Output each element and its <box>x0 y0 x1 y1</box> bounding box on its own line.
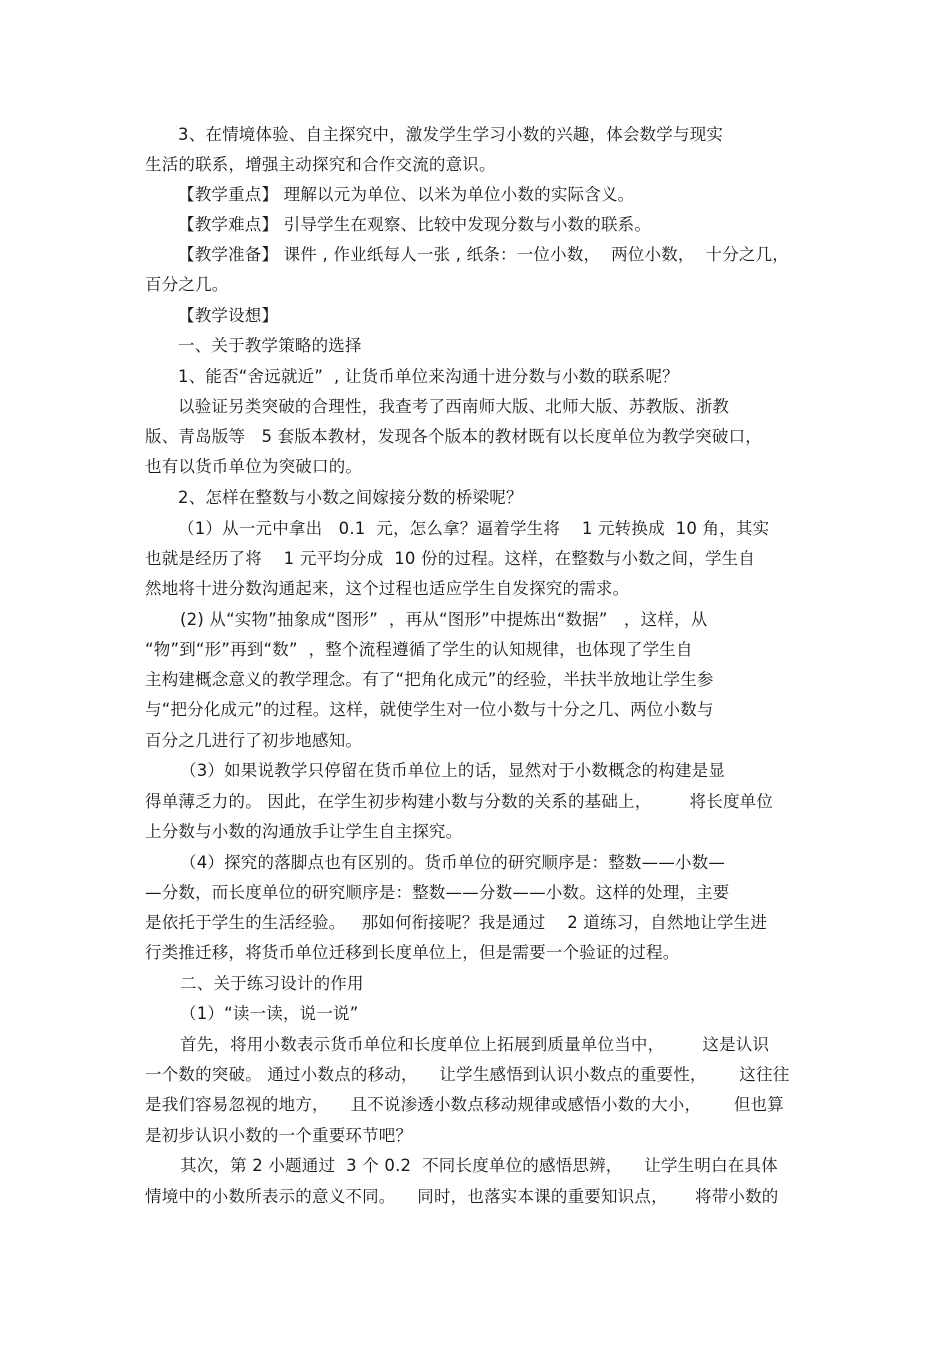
text-line: 也就是经历了将 1 元平均分成 10 份的过程。这样，在整数与小数之间，学生自 <box>145 549 756 568</box>
text-line: （3）如果说教学只停留在货币单位上的话，显然对于小数概念的构建是显 <box>180 761 726 780</box>
text-line: 1、能否“舍远就近” , 让货币单位来沟通十进分数与小数的联系呢？ <box>178 367 679 386</box>
text-line: 一个数的突破。 通过小数点的移动， 让学生感悟到认识小数点的重要性， 这往往 <box>145 1065 790 1084</box>
text-line: 二、关于练习设计的作用 <box>180 974 364 993</box>
text-line: 【教学准备】 课件 , 作业纸每人一张 , 纸条：一位小数， 两位小数， 十分之几， <box>178 245 789 264</box>
text-line: 百分之几。 <box>145 275 229 294</box>
text-line: 也有以货币单位为突破口的。 <box>145 457 363 476</box>
text-line: 生活的联系，增强主动探究和合作交流的意识。 <box>145 155 496 174</box>
text-line: 是我们容易忽视的地方， 且不说渗透小数点移动规律或感悟小数的大小， 但也算 <box>145 1095 784 1114</box>
text-line: “物”到“形”再到“数” ，整个流程遵循了学生的认知规律，也体现了学生自 <box>145 640 693 659</box>
text-line: 是初步认识小数的一个重要环节吧？ <box>145 1126 413 1145</box>
text-line: 然地将十进分数沟通起来，这个过程也适应学生自发探究的需求。 <box>145 579 630 598</box>
text-line: 其次，第 2 小题通过 3 个 0.2 不同长度单位的感悟思辨， 让学生明白在具体 <box>180 1156 778 1175</box>
text-line: 是依托于学生的生活经验。 那如何衔接呢？我是通过 2 道练习，自然地让学生进 <box>145 913 768 932</box>
text-line: 以验证另类突破的合理性，我查考了西南师大版、北师大版、苏教版、浙教 <box>178 397 730 416</box>
text-line: (2) 从“实物”抽象成“图形” ，再从“图形”中提炼出“数据” ，这样，从 <box>180 610 708 629</box>
text-line: 行类推迁移，将货币单位迁移到长度单位上，但是需要一个验证的过程。 <box>145 943 680 962</box>
text-line: 【教学难点】 引导学生在观察、比较中发现分数与小数的联系。 <box>178 215 652 234</box>
text-line: 与“把分化成元”的过程。这样，就使学生对一位小数与十分之几、两位小数与 <box>145 700 714 719</box>
text-line: 主构建概念意义的教学理念。有了“把角化成元”的经验，半扶半放地让学生参 <box>145 670 714 689</box>
text-line: 版、青岛版等 5 套版本教材，发现各个版本的教材既有以长度单位为教学突破口， <box>145 427 762 446</box>
text-line: 一、关于教学策略的选择 <box>178 336 362 355</box>
text-line: （1）“读一读，说一说” <box>180 1004 359 1023</box>
text-line: （4）探究的落脚点也有区别的。货币单位的研究顺序是：整数——小数— <box>180 853 726 872</box>
text-line: 【教学设想】 <box>178 306 279 325</box>
text-line: （1）从一元中拿出 0.1 元，怎么拿？逼着学生将 1 元转换成 10 角，其实 <box>178 519 770 538</box>
text-line: 百分之几进行了初步地感知。 <box>145 731 363 750</box>
text-line: 2、怎样在整数与小数之间嫁接分数的桥梁呢？ <box>178 488 523 507</box>
text-line: —分数，而长度单位的研究顺序是：整数——分数——小数。这样的处理，主要 <box>145 883 730 902</box>
text-line: 情境中的小数所表示的意义不同。 同时，也落实本课的重要知识点， 将带小数的 <box>145 1187 779 1206</box>
text-line: 【教学重点】 理解以元为单位、以米为单位小数的实际含义。 <box>178 185 635 204</box>
text-line: 3、在情境体验、自主探究中，激发学生学习小数的兴趣，体会数学与现实 <box>178 125 724 144</box>
text-line: 首先，将用小数表示货币单位和长度单位上拓展到质量单位当中， 这是认识 <box>180 1035 770 1054</box>
text-line: 上分数与小数的沟通放手让学生自主探究。 <box>145 822 463 841</box>
text-line: 得单薄乏力的。 因此，在学生初步构建小数与分数的关系的基础上， 将长度单位 <box>145 792 774 811</box>
